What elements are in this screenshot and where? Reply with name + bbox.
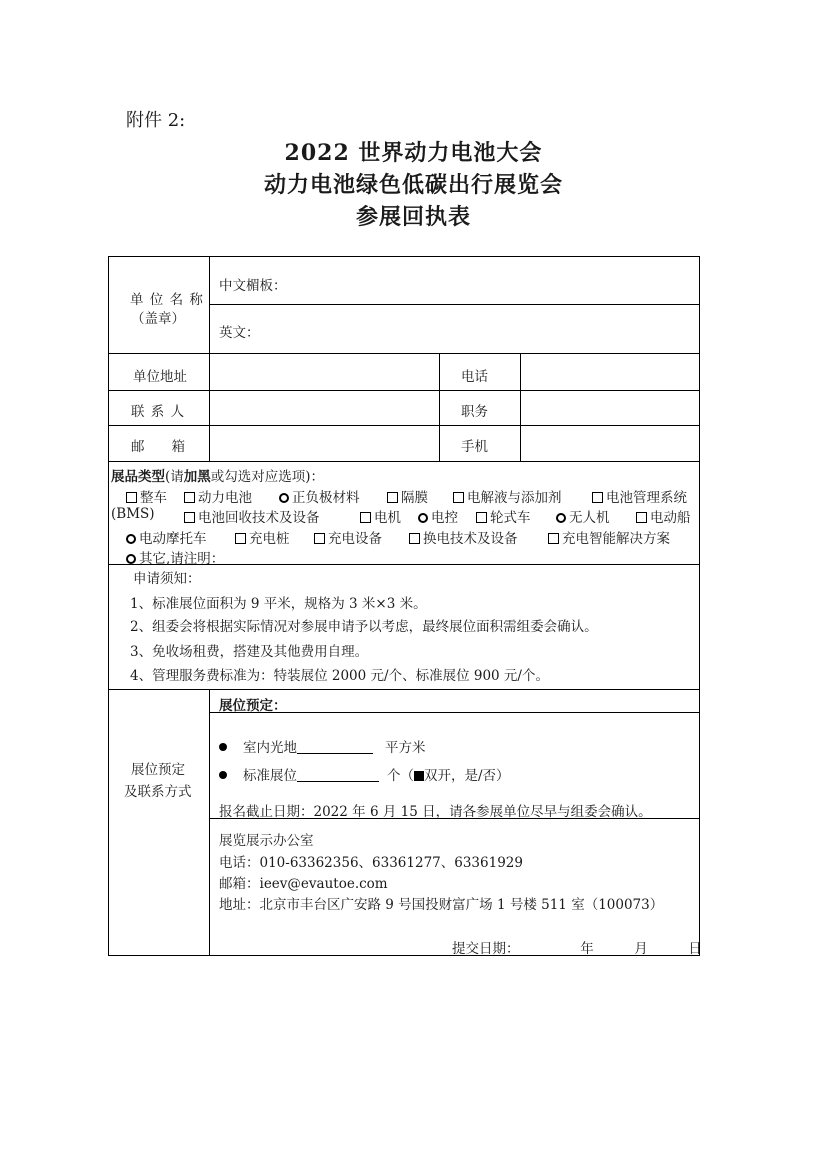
selected-circle-icon [556, 513, 566, 523]
office-name: 展览展示办公室 [219, 833, 314, 849]
submit-date[interactable]: 提交日期： 年 月 日 [452, 941, 702, 957]
standard-booth-input[interactable] [297, 767, 379, 782]
bullet-icon [219, 771, 227, 779]
option-electric-boat[interactable]: 电动船 [636, 506, 691, 526]
option-electric-control[interactable]: 电控 [418, 506, 458, 526]
option-charging-pile[interactable]: 充电桩 [235, 527, 290, 547]
booking-side-label-2: 及联系方式 [124, 784, 192, 800]
unit-name-seal-label: （盖章） [131, 311, 185, 327]
option-bms[interactable]: 电池管理系统 [592, 486, 687, 506]
option-battery-recycling[interactable]: 电池回收技术及设备 [184, 506, 320, 526]
chinese-masthead-field[interactable]: 中文楣板： [219, 278, 287, 294]
position-field[interactable] [522, 392, 698, 424]
address-label: 单位地址 [133, 369, 187, 385]
contact-label: 联 系 人 [131, 404, 186, 420]
option-motor[interactable]: 电机 [360, 506, 401, 526]
booking-heading: 展位预定： [219, 698, 287, 714]
selected-circle-icon [279, 493, 289, 503]
bms-suffix: (BMS) [111, 506, 155, 522]
page-title-line2: 动力电池绿色低碳出行展览会 [263, 172, 563, 198]
checkbox-icon [548, 533, 559, 544]
option-vehicle[interactable]: 整车 [126, 486, 167, 506]
checkbox-icon [636, 512, 647, 523]
option-smart-charging[interactable]: 充电智能解决方案 [548, 527, 670, 547]
checkbox-icon [314, 533, 325, 544]
option-electrode-material[interactable]: 正负极材料 [279, 486, 360, 506]
notice-item: 3、免收场租费，搭建及其他费用自理。 [130, 644, 369, 660]
email-field[interactable] [211, 427, 437, 460]
checkbox-icon [387, 492, 398, 503]
phone-label: 电话 [461, 369, 488, 385]
contact-field[interactable] [211, 392, 437, 424]
notice-heading: 申请须知： [133, 571, 201, 587]
office-email: 邮箱：ieev@evautoe.com [219, 876, 388, 892]
bullet-icon [219, 743, 227, 751]
notice-item: 2、组委会将根据实际情况对参展申请予以考虑，最终展位面积需组委会确认。 [130, 619, 598, 635]
deadline-note: 报名截止日期：2022 年 6 月 15 日，请各参展单位尽早与组委会确认。 [219, 804, 652, 820]
option-charging-equipment[interactable]: 充电设备 [314, 527, 382, 547]
option-wheeled-vehicle[interactable]: 轮式车 [476, 506, 531, 526]
notice-item: 1、标准展位面积为 9 平米，规格为 3 米×3 米。 [130, 596, 427, 612]
annex-label: 附件 2: [126, 110, 186, 131]
checkbox-icon [184, 512, 195, 523]
selected-circle-icon [418, 513, 428, 523]
checkbox-icon [126, 492, 137, 503]
office-address: 地址：北京市丰台区广安路 9 号国投财富广场 1 号楼 511 室（100073） [219, 897, 664, 913]
office-phone: 电话：010-63362356、63361277、63361929 [219, 855, 523, 871]
checkbox-icon [235, 533, 246, 544]
option-electric-motorcycle[interactable]: 电动摩托车 [126, 527, 207, 547]
page-title-line1: 2022 世界动力电池大会 [284, 140, 543, 166]
checkbox-icon [360, 512, 371, 523]
email-label: 邮 箱 [131, 439, 185, 455]
phone-field[interactable] [522, 355, 698, 389]
option-other[interactable]: 其它,请注明： [126, 547, 224, 567]
option-electrolyte[interactable]: 电解液与添加剂 [453, 486, 562, 506]
address-field[interactable] [211, 355, 437, 389]
selected-circle-icon [126, 554, 136, 564]
exhibit-type-heading: 展品类型(请加黑或勾选对应选项)： [111, 469, 325, 485]
mobile-field[interactable] [522, 427, 698, 460]
option-battery-swap[interactable]: 换电技术及设备 [409, 527, 518, 547]
indoor-space-row: 室内光地 平方米 [219, 736, 426, 756]
checkbox-icon [409, 533, 420, 544]
position-label: 职务 [461, 404, 488, 420]
mobile-label: 手机 [461, 439, 488, 455]
unit-name-label: 单 位 名 称 [130, 292, 204, 308]
checkbox-icon [476, 512, 487, 523]
page-title-line3: 参展回执表 [355, 204, 471, 230]
notice-item: 4、管理服务费标准为：特装展位 2000 元/个、标准展位 900 元/个。 [130, 668, 549, 684]
filled-square-icon [414, 771, 424, 781]
indoor-area-input[interactable] [297, 739, 373, 754]
checkbox-icon [592, 492, 603, 503]
option-drone[interactable]: 无人机 [556, 506, 610, 526]
checkbox-icon [453, 492, 464, 503]
selected-circle-icon [126, 534, 136, 544]
option-separator[interactable]: 隔膜 [387, 486, 428, 506]
english-name-field[interactable]: 英文： [219, 325, 260, 341]
booking-side-label-1: 展位预定 [131, 762, 185, 778]
standard-booth-row: 标准展位 个（ 双开，是/否） [219, 764, 510, 784]
option-power-battery[interactable]: 动力电池 [184, 486, 252, 506]
checkbox-icon [184, 492, 195, 503]
